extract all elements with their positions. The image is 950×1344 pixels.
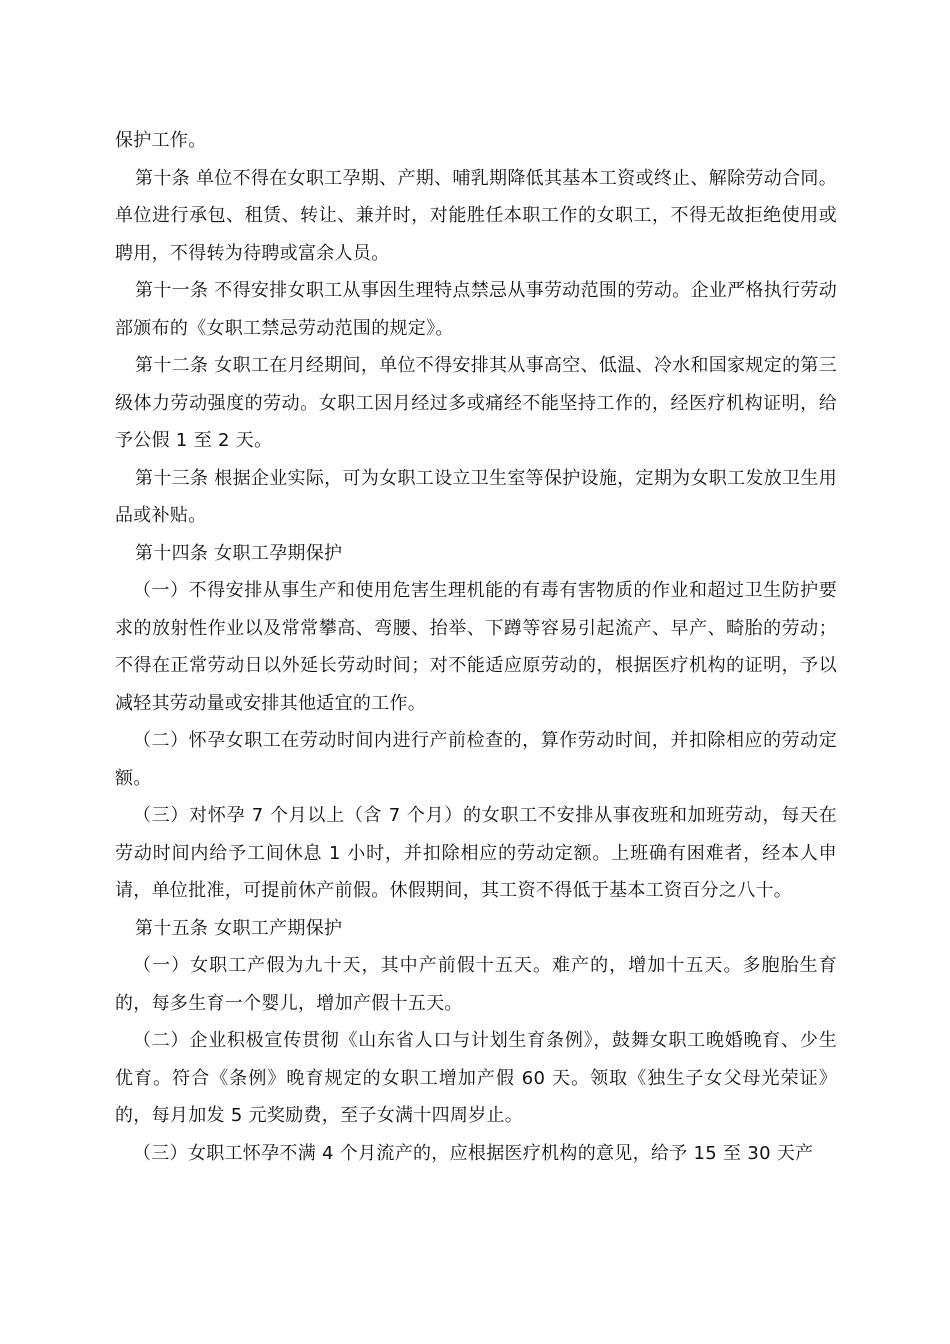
article-14-item-2: （二）怀孕女职工在劳动时间内进行产前检查的，算作劳动时间，并扣除相应的劳动定额。 bbox=[115, 730, 837, 789]
article-12: 第十二条 女职工在月经期间，单位不得安排其从事高空、低温、冷水和国家规定的第三级体力劳动强度的劳动。女职工因月经过多或痛经不能坚持工作的，经医疗机构证明，给予公假 1 至 2 天。 bbox=[115, 355, 837, 451]
article-15-item-2: （二）企业积极宣传贯彻《山东省人口与计划生育条例》，鼓舞女职工晚婚晚育、少生优育。符合《条例》晚育规定的女职工增加产假 60 天。领取《独生子女父母光荣证》的，每月加发 5 元奖励费，至子女满十四周岁止。 bbox=[115, 1030, 837, 1126]
document-body bbox=[115, 122, 837, 1172]
article-11: 第十一条 不得安排女职工从事因生理特点禁忌从事劳动范围的劳动。企业严格执行劳动部颁布的《女职工禁忌劳动范围的规定》。 bbox=[115, 280, 837, 339]
article-15-heading: 第十五条 女职工产期保护 bbox=[135, 917, 343, 939]
article-14-item-1: （一）不得安排从事生产和使用危害生理机能的有毒有害物质的作业和超过卫生防护要求的放射性作业以及常常攀高、弯腰、抬举、下蹲等容易引起流产、早产、畸胎的劳动；不得在正常劳动日以外延长劳动时间；对不能适应原劳动的，根据医疗机构的证明，予以减轻其劳动量或安排其他适宜的工作。 bbox=[115, 580, 837, 714]
paragraph-continuation: 保护工作。 bbox=[115, 130, 207, 151]
article-14-item-3: （三）对怀孕 7 个月以上（含 7 个月）的女职工不安排从事夜班和加班劳动，每天在劳动时间内给予工间休息 1 小时，并扣除相应的劳动定额。上班确有困难者，经本人申请，单位批准，可提前休产前假。休假期间，其工资不得低于基本工资百分之八十。 bbox=[115, 805, 837, 901]
article-15-item-1: （一）女职工产假为九十天，其中产前假十五天。难产的，增加十五天。多胞胎生育的，每多生育一个婴儿，增加产假十五天。 bbox=[115, 955, 837, 1014]
article-15-item-3: （三）女职工怀孕不满 4 个月流产的，应根据医疗机构的意见，给予 15 至 30 天产 bbox=[133, 1142, 814, 1164]
article-14-heading: 第十四条 女职工孕期保护 bbox=[135, 542, 343, 564]
article-13: 第十三条 根据企业实际，可为女职工设立卫生室等保护设施，定期为女职工发放卫生用品或补贴。 bbox=[115, 467, 837, 526]
article-10: 第十条 单位不得在女职工孕期、产期、哺乳期降低其基本工资或终止、解除劳动合同。单位进行承包、租赁、转让、兼并时，对能胜任本职工作的女职工，不得无故拒绝使用或聘用，不得转为待聘或富余人员。 bbox=[115, 167, 837, 264]
